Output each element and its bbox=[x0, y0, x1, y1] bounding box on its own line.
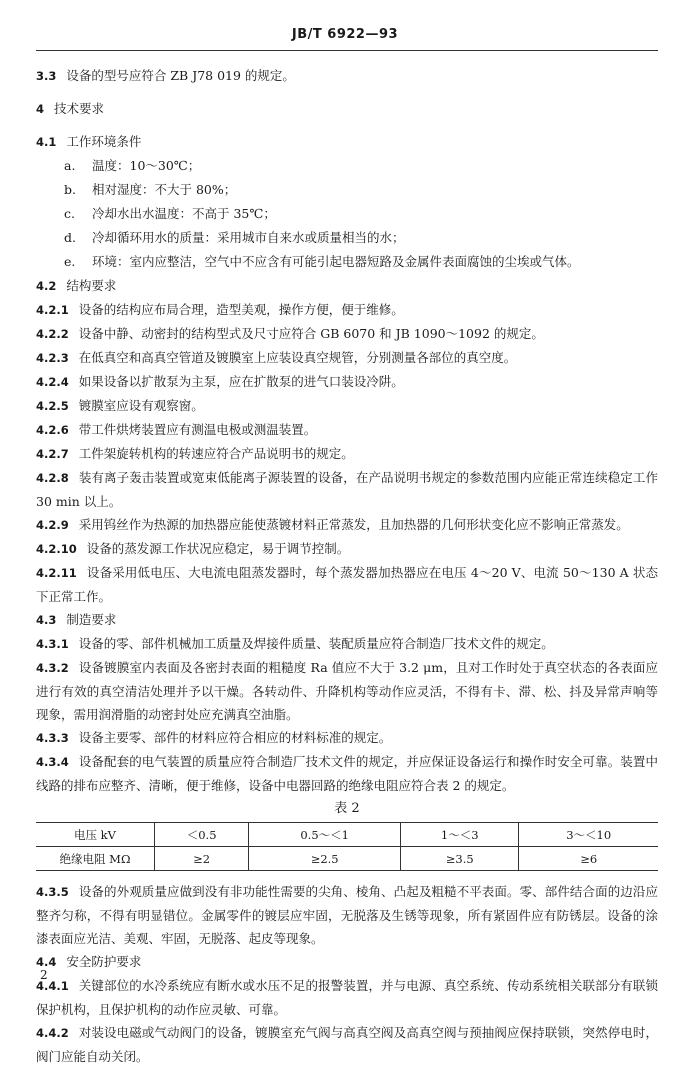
heading-text: 工作环境条件 bbox=[66, 134, 142, 149]
clause-text: 采用钨丝作为热源的加热器应能使蒸镀材料正常蒸发，且加热器的几何形状变化应不影响正常蒸发。 bbox=[78, 517, 629, 532]
clause-number: 4.2.6 bbox=[36, 423, 69, 437]
heading-text: 制造要求 bbox=[66, 612, 117, 627]
table-cell: ≥2.5 bbox=[249, 847, 401, 871]
clause-text: 带工件烘烤装置应有测温电极或测温装置。 bbox=[78, 422, 317, 437]
clause-text: 在低真空和高真空管道及镀膜室上应装设真空规管，分别测量各部位的真空度。 bbox=[78, 350, 517, 365]
clause-text: 设备的蒸发源工作状况应稳定，易于调节控制。 bbox=[86, 541, 350, 556]
clause-4-2-heading bbox=[36, 274, 658, 298]
clause-4-3-1 bbox=[36, 632, 658, 656]
list-item-a bbox=[36, 154, 658, 178]
clause-number: 4.2.9 bbox=[36, 518, 69, 532]
clause-number: 4.4.1 bbox=[36, 979, 69, 993]
clause-number: 4.2.2 bbox=[36, 327, 69, 341]
clause-number: 4.3.3 bbox=[36, 731, 69, 745]
list-text: 冷却水出水温度：不高于 35℃； bbox=[92, 206, 276, 221]
clause-4-2-11 bbox=[36, 561, 658, 608]
table-cell: ≥6 bbox=[519, 847, 658, 871]
clause-number: 4.2.1 bbox=[36, 303, 69, 317]
list-item-b bbox=[36, 178, 658, 202]
clause-text: 对装设电磁或气动阀门的设备，镀膜室充气阀与高真空阀及高真空阀与预抽阀应保持联锁，突然停电时，阀门应能自动关闭。 bbox=[36, 1025, 658, 1064]
clause-text: 设备的型号应符合 ZB J78 019 的规定。 bbox=[66, 68, 295, 83]
table-cell: 0.5～＜1 bbox=[249, 823, 401, 847]
list-letter: a. bbox=[64, 158, 76, 173]
list-text: 相对湿度：不大于 80%； bbox=[92, 182, 237, 197]
table-2-title: 表 2 bbox=[334, 801, 360, 816]
clause-text: 如果设备以扩散泵为主泵，应在扩散泵的进气口装设冷阱。 bbox=[78, 374, 404, 389]
clause-4-3-4 bbox=[36, 750, 658, 797]
clause-4-2-8 bbox=[36, 466, 658, 513]
clause-text: 设备配套的电气装置的质量应符合制造厂技术文件的规定，并应保证设备运行和操作时安全可靠。装置中线路的排布应整齐、清晰，便于维修，设备中电器回路的绝缘电阻应符合表 2 的规定。 bbox=[36, 754, 658, 793]
clause-number: 4.3.2 bbox=[36, 661, 69, 675]
clause-text: 设备镀膜室内表面及各密封表面的粗糙度 Ra 值应不大于 3.2 μm，且对工作时处于真空状态的各表面应进行有效的真空清洁处理并予以干燥。各转动件、升降机构等动作应灵活，不得有卡、滞、松、抖及异常声响等现象，需用润滑脂的动密封处应充满真空油脂。 bbox=[36, 660, 658, 722]
table-row-insulation-resistance bbox=[36, 847, 658, 871]
clause-4-4-1 bbox=[36, 974, 658, 1021]
heading-text: 技术要求 bbox=[54, 101, 105, 116]
clause-text: 装有离子轰击装置或宽束低能离子源装置的设备，在产品说明书规定的参数范围内应能正常连续稳定工作 30 min 以上。 bbox=[36, 470, 658, 509]
list-text: 冷却循环用水的质量：采用城市自来水或质量相当的水； bbox=[92, 230, 405, 245]
clause-text: 设备主要零、部件的材料应符合相应的材料标准的规定。 bbox=[78, 730, 392, 745]
list-letter: d. bbox=[64, 230, 76, 245]
list-letter: e. bbox=[64, 254, 76, 269]
list-text: 温度：10～30℃； bbox=[92, 158, 201, 173]
chapter-4-heading bbox=[36, 97, 658, 121]
clause-number: 4.2.7 bbox=[36, 447, 69, 461]
heading-text: 安全防护要求 bbox=[66, 954, 142, 969]
clause-number: 4.1 bbox=[36, 135, 57, 149]
clause-4-2-7 bbox=[36, 442, 658, 466]
clause-text: 设备的结构应布局合理，造型美观，操作方便，便于维修。 bbox=[78, 302, 404, 317]
clause-4-2-1 bbox=[36, 298, 658, 322]
clause-text: 设备采用低电压、大电流电阻蒸发器时，每个蒸发器加热器应在电压 4～20 V、电流 50～130 A 状态下正常工作。 bbox=[36, 565, 658, 604]
clause-4-3-3 bbox=[36, 726, 658, 750]
clause-text: 设备的外观质量应做到没有非功能性需要的尖角、棱角、凸起及粗糙不平表面。零、部件结合面的边沿应整齐匀称，不得有明显错位。金属零件的镀层应牢固，无脱落及生锈等现象，所有紧固件应有防锈层。设备的涂漆表面应光洁、美观、牢固，无脱落、起皮等现象。 bbox=[36, 884, 658, 946]
clause-number: 4.2.8 bbox=[36, 471, 69, 485]
clause-4-2-5 bbox=[36, 394, 658, 418]
clause-text: 工件架旋转机构的转速应符合产品说明书的规定。 bbox=[78, 446, 354, 461]
clause-number: 4.2.3 bbox=[36, 351, 69, 365]
clause-4-1-heading bbox=[36, 130, 658, 154]
list-item-c bbox=[36, 202, 658, 226]
table-row-label: 电压 kV bbox=[36, 823, 155, 847]
clause-number: 4.3.4 bbox=[36, 755, 69, 769]
table-2 bbox=[36, 822, 658, 871]
clause-number: 4.4.2 bbox=[36, 1026, 69, 1040]
document-code-header: JB/T 6922—93 bbox=[291, 27, 399, 42]
clause-text: 关键部位的水冷系统应有断水或水压不足的报警装置，并与电源、真空系统、传动系统相关联部分有联锁保护机构，且保护机构的动作应灵敏、可靠。 bbox=[36, 978, 658, 1017]
clause-number: 3.3 bbox=[36, 69, 57, 83]
clause-4-2-4 bbox=[36, 370, 658, 394]
clause-4-2-10 bbox=[36, 537, 658, 561]
clause-number: 4.3 bbox=[36, 613, 57, 627]
table-cell: 1～＜3 bbox=[401, 823, 519, 847]
clause-4-4-heading bbox=[36, 950, 658, 974]
table-cell: ＜0.5 bbox=[155, 823, 249, 847]
table-cell: 3～＜10 bbox=[519, 823, 658, 847]
list-text: 环境：室内应整洁，空气中不应含有可能引起电器短路及金属件表面腐蚀的尘埃或气体。 bbox=[92, 254, 580, 269]
list-letter: b. bbox=[64, 182, 76, 197]
heading-text: 结构要求 bbox=[66, 278, 117, 293]
document-body bbox=[36, 64, 658, 1068]
clause-number: 4.2.11 bbox=[36, 566, 77, 580]
clause-number: 4.2 bbox=[36, 279, 57, 293]
clause-text: 镀膜室应设有观察窗。 bbox=[78, 398, 204, 413]
clause-4-2-2 bbox=[36, 322, 658, 346]
table-cell: ≥3.5 bbox=[401, 847, 519, 871]
clause-number: 4.2.5 bbox=[36, 399, 69, 413]
clause-4-2-9 bbox=[36, 513, 658, 537]
header-rule bbox=[36, 50, 658, 51]
clause-number: 4.3.1 bbox=[36, 637, 69, 651]
clause-text: 设备中静、动密封的结构型式及尺寸应符合 GB 6070 和 JB 1090～1092 的规定。 bbox=[78, 326, 544, 341]
list-item-d bbox=[36, 226, 658, 250]
clause-number: 4 bbox=[36, 102, 45, 116]
page-number: 2 bbox=[40, 968, 48, 982]
clause-number: 4.4 bbox=[36, 955, 57, 969]
clause-number: 4.3.5 bbox=[36, 885, 69, 899]
table-cell: ≥2 bbox=[155, 847, 249, 871]
clause-3-3 bbox=[36, 64, 658, 88]
clause-text: 设备的零、部件机械加工质量及焊接件质量、装配质量应符合制造厂技术文件的规定。 bbox=[78, 636, 554, 651]
clause-4-3-5 bbox=[36, 880, 658, 950]
table-row-voltage bbox=[36, 823, 658, 847]
clause-number: 4.2.10 bbox=[36, 542, 77, 556]
list-item-e bbox=[36, 250, 658, 274]
clause-4-3-heading bbox=[36, 608, 658, 632]
clause-number: 4.2.4 bbox=[36, 375, 69, 389]
clause-4-2-3 bbox=[36, 346, 658, 370]
clause-4-3-2 bbox=[36, 656, 658, 726]
clause-4-4-2 bbox=[36, 1021, 658, 1068]
table-row-label: 绝缘电阻 MΩ bbox=[36, 847, 155, 871]
list-letter: c. bbox=[64, 206, 75, 221]
clause-4-2-6 bbox=[36, 418, 658, 442]
